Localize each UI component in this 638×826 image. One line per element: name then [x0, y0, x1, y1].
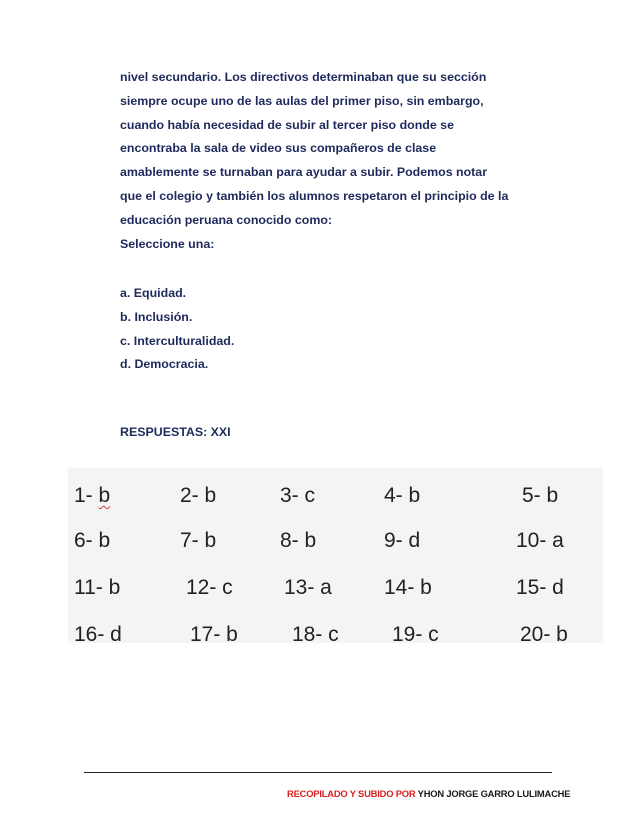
answer-number: 1- — [74, 484, 99, 507]
answer-16: 16- d — [74, 623, 122, 646]
answer-14: 14- b — [384, 576, 432, 599]
option-a: a. Equidad. — [120, 286, 187, 300]
answer-9: 9- d — [384, 529, 421, 552]
question-line: educación peruana conocido como: — [120, 212, 333, 227]
answer-17: 17- b — [190, 623, 238, 646]
question-line: cuando había necesidad de subir al tercer piso donde se — [120, 117, 454, 132]
question-line: encontraba la sala de video sus compañeros de clase — [120, 141, 437, 156]
option-d: d. Democracia. — [120, 357, 209, 372]
answer-15: 15- d — [516, 576, 564, 599]
footer-divider — [84, 772, 552, 773]
option-b: b. Inclusión. — [120, 309, 193, 324]
option-c: c. Interculturalidad. — [120, 333, 235, 348]
answer-5: 5- b — [522, 484, 559, 507]
footer-author: YHON JORGE GARRO LULIMACHE — [417, 788, 571, 799]
question-line: que el colegio y también los alumnos respetaron el principio de la — [120, 188, 509, 203]
question-line: nivel secundario. Los directivos determinaban que su sección — [120, 70, 487, 84]
answer-10: 10- a — [516, 529, 564, 552]
answer-6: 6- b — [74, 529, 111, 552]
answer-7: 7- b — [180, 529, 217, 552]
footer-prefix: RECOPILADO Y SUBIDO POR — [287, 788, 418, 799]
answer-18: 18- c — [292, 623, 339, 646]
question-line: siempre ocupe uno de las aulas del primer piso, sin embargo, — [120, 93, 484, 108]
question-line: amablemente se turnaban para ayudar a subir. Podemos notar — [120, 165, 488, 180]
answer-2: 2- b — [180, 484, 217, 507]
answer-8: 8- b — [280, 529, 317, 552]
select-prompt: Seleccione una: — [120, 236, 215, 251]
footer-credit — [287, 788, 570, 799]
answer-3: 3- c — [280, 484, 316, 507]
question-text — [120, 66, 560, 256]
answer-options — [120, 282, 234, 377]
answer-4: 4- b — [384, 484, 421, 507]
answer-20: 20- b — [520, 623, 568, 646]
answer-19: 19- c — [392, 623, 439, 646]
answer-13: 13- a — [284, 576, 332, 599]
answer-1 — [74, 484, 110, 508]
answer-text — [74, 484, 110, 507]
answer-letter: b — [98, 484, 111, 507]
answers-heading: RESPUESTAS: XXI — [120, 425, 231, 439]
answer-11: 11- b — [74, 576, 121, 599]
answer-key-table — [68, 468, 603, 646]
answer-12: 12- c — [186, 576, 233, 599]
